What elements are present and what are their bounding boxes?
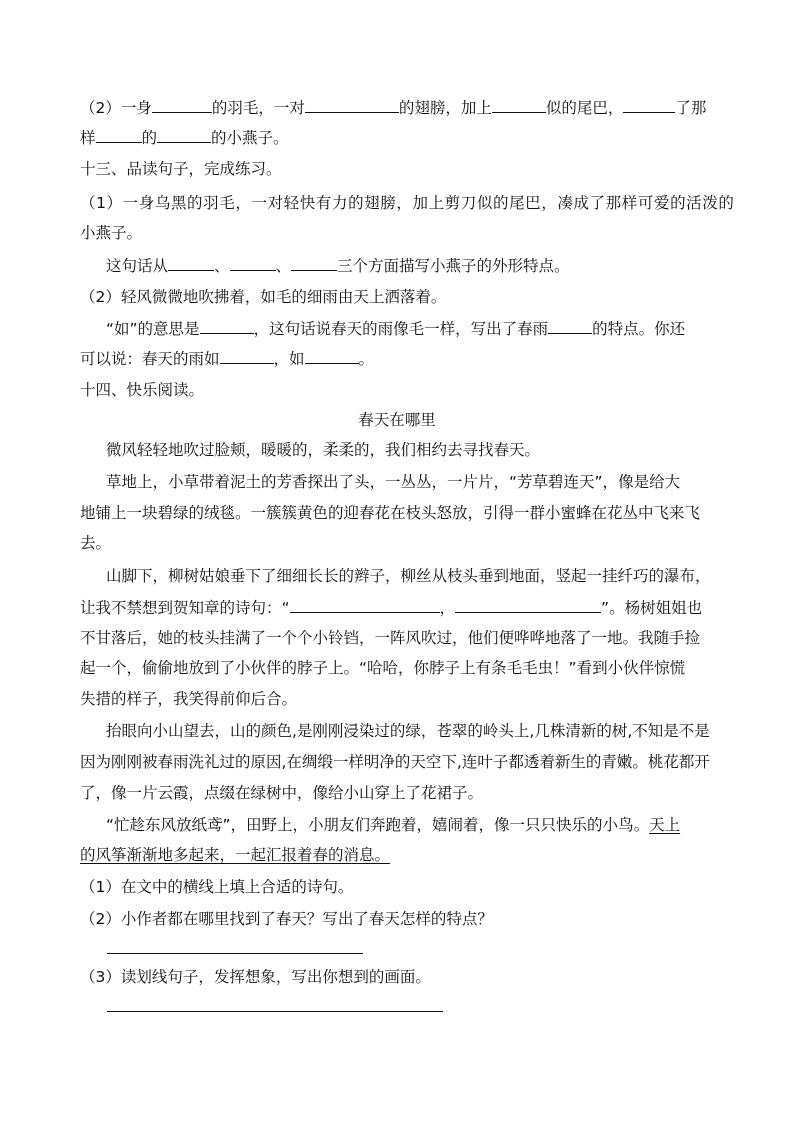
answer-blank[interactable] [623,97,675,113]
text: “如”的意思是 [106,320,200,338]
passage-p2-line3: 去。 [80,534,112,552]
q13-2-question-cont [80,348,374,369]
text: 的 [141,129,158,147]
q12-2-line1 [80,97,706,118]
text: 让我不禁想到贺知章的诗句：“ [80,599,290,617]
passage-title: 春天在哪里 [358,411,436,429]
answer-blank[interactable] [168,255,214,271]
passage-p1: 微风轻轻地吹过脸颊，暖暖的，柔柔的，我们相约去寻找春天。 [106,441,541,459]
q14-3: （3）读划线句子，发挥想象，写出你想到的画面。 [80,968,431,986]
answer-blank[interactable] [291,255,337,271]
section-13-heading: 十三、品读句子，完成练习。 [80,160,282,178]
passage-p3-line2 [80,597,702,618]
passage-p3-line5: 失措的样子，我笑得前仰后合。 [80,690,298,708]
passage-p5-line1 [106,815,680,835]
passage-p4-line1: 抬眼向小山望去，山的颜色,是刚刚浸染过的绿，苍翠的岭头上,几株清新的树,不知是不是 [106,722,710,740]
text: 、 [214,257,230,275]
text: ， [439,599,456,617]
text: 、 [275,257,292,275]
text: 的小燕子。 [211,129,289,147]
text: ，这句话说春天的雨像毛一样，写出了春雨 [253,320,549,338]
underlined-sentence: 天上 [649,816,681,834]
text: 样 [80,129,96,147]
q14-3-answer-line[interactable] [107,1011,443,1012]
underlined-sentence-cont: 的风筝渐渐地多起来，一起汇报着春的消息。 [80,846,391,864]
answer-blank[interactable] [230,255,276,271]
answer-blank[interactable] [152,97,212,113]
passage-p4-line2: 因为刚刚被春雨洗礼过的原因,在绸缎一样明净的天空下,连叶子都透着新生的青嫩。桃花都开 [80,753,710,771]
answer-blank[interactable] [200,318,254,334]
q14-2-answer-line[interactable] [107,953,363,954]
q13-1-line1: （1）一身乌黑的羽毛，一对轻快有力的翅膀，加上剪刀似的尾巴，凑成了那样可爱的活泼的 [80,194,735,212]
passage-p3-line4: 起一个，偷偷地放到了小伙伴的脖子上。“哈哈，你脖子上有条毛毛虫！”看到小伙伴惊慌 [80,659,686,677]
passage-p3-line1: 山脚下，柳树姑娘垂下了细细长长的辫子，柳丝从枝头垂到地面，竖起一挂纤巧的瀑布， [106,567,711,585]
text: “忙趁东风放纸鸢”，田野上，小朋友们奔跑着，嬉闹着，像一只只快乐的小鸟。 [106,816,650,834]
text: 的翅膀，加上 [398,99,492,117]
answer-blank[interactable] [492,97,546,113]
passage-p2-line1: 草地上，小草带着泥土的芳香探出了头，一丛丛，一片片，“芳草碧连天”，像是给大 [106,473,681,491]
text: 了那 [675,99,707,117]
text: 三个方面描写小燕子的外形特点。 [337,257,570,275]
text: 的羽毛，一对 [211,99,305,117]
q13-1-line2: 小燕子。 [80,224,143,242]
answer-blank[interactable] [305,348,359,364]
answer-blank[interactable] [157,127,211,143]
answer-blank[interactable] [220,348,274,364]
text: 可以说：春天的雨如 [80,350,220,368]
answer-blank[interactable] [305,97,399,113]
q14-1: （1）在文中的横线上填上合适的诗句。 [80,878,354,896]
section-14-heading: 十四、快乐阅读。 [80,381,205,399]
passage-p3-line3: 不甘落后，她的枝头挂满了一个个小铃铛，一阵风吹过，他们便哗哗地落了一地。我随手捡 [80,629,701,647]
poem-blank[interactable] [290,597,440,613]
passage-p2-line2: 地铺上一块碧绿的绒毯。一簇簇黄色的迎春花在枝头怒放，引得一群小蜜蜂在花丛中飞来飞 [80,504,701,522]
text: 这句话从 [106,257,169,275]
answer-blank[interactable] [96,127,142,143]
poem-blank[interactable] [455,597,601,613]
q14-2: （2）小作者都在哪里找到了春天？写出了春天怎样的特点？ [80,910,493,928]
text: ”。杨树姐姐也 [601,599,703,617]
text: 。 [358,350,375,368]
text: ，如 [273,350,305,368]
passage-p4-line3: 了，像一片云霞，点缀在绿树中，像给小山穿上了花裙子。 [80,784,484,802]
q13-1-question [106,255,570,276]
text: 的特点。你还 [592,320,686,338]
q12-2-line2 [80,127,289,148]
text: （2）一身 [80,99,152,117]
answer-blank[interactable] [548,318,592,334]
text: 似的尾巴， [545,99,624,117]
q13-2-line1: （2）轻风微微地吹拂着，如毛的细雨由天上洒落着。 [80,288,447,306]
q13-2-question [106,318,685,339]
